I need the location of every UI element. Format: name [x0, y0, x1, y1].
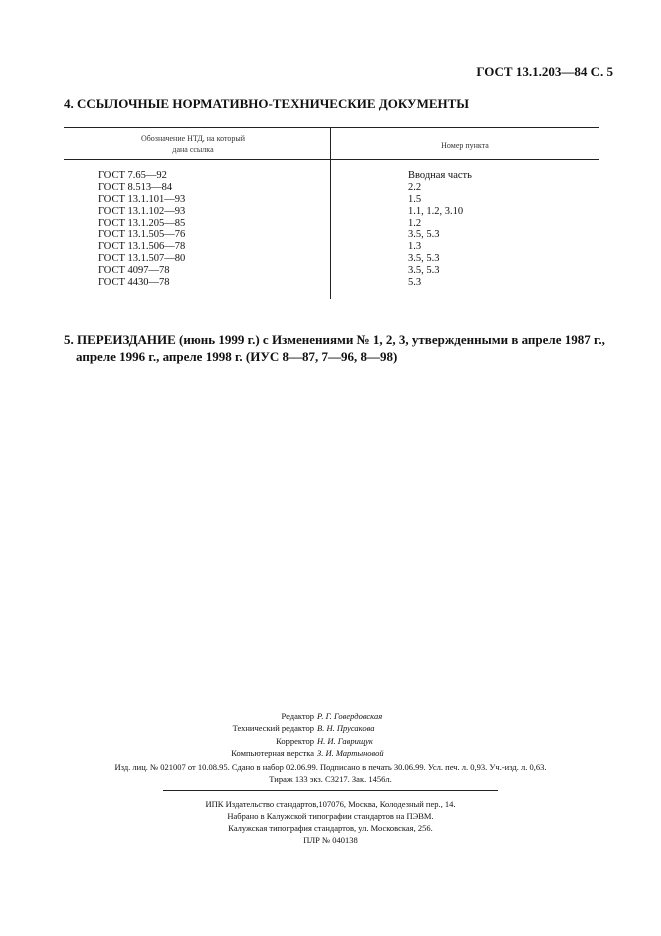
- table-cell-item: 3.5, 5.3: [408, 253, 440, 265]
- print-details-line-2: Тираж 133 экз. С3217. Зак. 1456л.: [269, 774, 392, 784]
- table-top-rule: [64, 127, 599, 128]
- table-cell-item: 3.5, 5.3: [408, 229, 440, 241]
- table-column-divider: [330, 127, 331, 299]
- print-details-line-1: Изд. лиц. № 021007 от 10.08.95. Сдано в набор 02.06.99. Подписано в печать 30.06.99. Усл. печ. л. 0,93. Уч.-изд. л. 0,63.: [114, 762, 547, 772]
- publisher-line-1: ИПК Издательство стандартов,107076, Москва, Колодезный пер., 14.: [205, 799, 456, 809]
- editorial-credits: [0, 710, 661, 760]
- publisher-line-4: ПЛР № 040138: [303, 835, 358, 845]
- table-column-documents: [98, 170, 185, 289]
- table-cell-doc: ГОСТ 7.65—92: [98, 170, 167, 181]
- section-5-line-1: 5. ПЕРЕИЗДАНИЕ (июнь 1999 г.) с Изменениями № 1, 2, 3, утвержденными в апреле 1987 г.,: [64, 332, 605, 347]
- table-cell-item: 1.2: [408, 217, 422, 229]
- publisher-line-2: Набрано в Калужской типографии стандартов на ПЭВМ.: [227, 811, 434, 821]
- table-cell-doc: ГОСТ 4430—78: [98, 277, 170, 289]
- credit-corrector: [0, 735, 661, 747]
- table-header-item: Номер пункта: [441, 141, 489, 150]
- imprint-divider: [163, 790, 498, 791]
- table-cell-doc: ГОСТ 13.1.506—78: [98, 241, 186, 253]
- table-cell-item: Вводная часть: [408, 170, 472, 181]
- table-header-document: Обозначение НТД, на который дана ссылка: [140, 134, 246, 154]
- table-cell-item: 5.3: [408, 277, 422, 289]
- credit-person: Н. И. Гаврищук: [317, 735, 373, 746]
- table-cell-item: 2.2: [408, 181, 422, 193]
- table-cell-doc: ГОСТ 13.1.507—80: [98, 253, 186, 265]
- publisher-line-3: Калужская типография стандартов, ул. Московская, 256.: [228, 823, 433, 833]
- credit-person: Р. Г. Говердовская: [317, 711, 383, 721]
- table-cell-doc: ГОСТ 13.1.101—93: [98, 193, 186, 205]
- running-title: ГОСТ 13.1.203—84 С. 5: [476, 64, 613, 79]
- section-4-title: 4. ССЫЛОЧНЫЕ НОРМАТИВНО-ТЕХНИЧЕСКИЕ ДОКУМЕНТЫ: [64, 96, 470, 111]
- table-cell-doc: ГОСТ 8.513—84: [98, 181, 173, 193]
- table-cell-item: 3.5, 5.3: [408, 265, 440, 277]
- table-column-items: [408, 170, 472, 289]
- credit-person: В. Н. Прусакова: [317, 723, 375, 734]
- credit-role: Компьютерная верстка: [231, 748, 314, 759]
- table-cell-doc: ГОСТ 13.1.505—76: [98, 229, 186, 241]
- table-cell-doc: ГОСТ 13.1.102—93: [98, 205, 186, 217]
- publisher-info: [0, 798, 661, 846]
- section-5-reissue: [64, 331, 612, 365]
- credit-role: Технический редактор: [232, 723, 314, 734]
- section-5-line-2: апреле 1996 г., апреле 1998 г. (ИУС 8—87, 7—96, 8—98): [76, 349, 398, 364]
- table-cell-doc: ГОСТ 13.1.205—85: [98, 217, 186, 229]
- credit-tech-editor: [0, 722, 661, 734]
- credit-role: Редактор: [281, 711, 314, 721]
- print-details: [0, 761, 661, 785]
- table-cell-item: 1.3: [408, 241, 422, 253]
- table-header-rule: [64, 159, 599, 160]
- table-cell-doc: ГОСТ 4097—78: [98, 265, 170, 277]
- credit-person: З. И. Мартыновой: [317, 748, 384, 759]
- credit-editor: [0, 710, 661, 722]
- credit-layout: [0, 747, 661, 759]
- credit-role: Корректор: [276, 735, 314, 746]
- table-cell-item: 1.5: [408, 193, 422, 205]
- table-cell-item: 1.1, 1.2, 3.10: [408, 205, 464, 217]
